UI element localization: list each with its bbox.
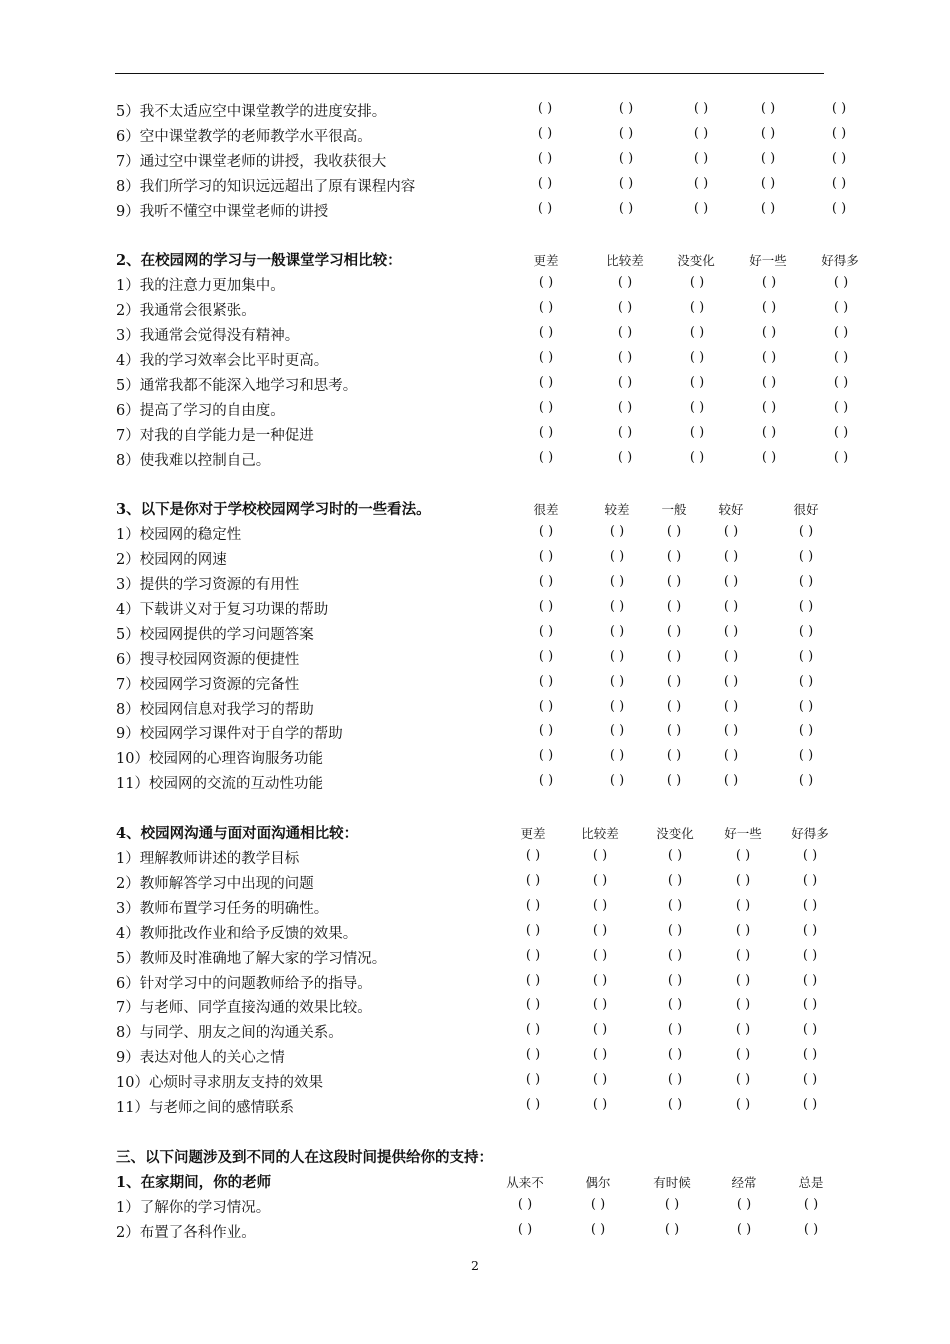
answer-blank-text: ( ) xyxy=(802,1096,818,1112)
s3-item-row xyxy=(0,621,950,646)
answer-blank-text: ( ) xyxy=(689,374,705,390)
answer-blank-text: ( ) xyxy=(666,773,682,789)
answer-blank-text: ( ) xyxy=(538,723,554,739)
answer-blank-text: ( ) xyxy=(831,125,847,141)
answer-blank-text: ( ) xyxy=(537,101,553,116)
s3-item-row xyxy=(0,720,950,745)
item-label: 6）空中课堂教学的老师教学水平很高。 xyxy=(116,128,372,145)
answer-blank-text: ( ) xyxy=(761,374,777,390)
answer-blank-text: ( ) xyxy=(538,424,554,440)
answer-blank-text: ( ) xyxy=(802,1022,818,1038)
scale-label-text: 好一些 xyxy=(724,826,762,842)
answer-blank-text: ( ) xyxy=(693,150,709,166)
item-label: 8）校园网信息对我学习的帮助 xyxy=(116,701,314,718)
answer-blank-text: ( ) xyxy=(666,648,682,664)
answer-blank-text: ( ) xyxy=(517,1196,533,1212)
answer-blank-text: ( ) xyxy=(664,1196,680,1212)
answer-blank-text: ( ) xyxy=(735,922,751,938)
answer-blank-text: ( ) xyxy=(592,1047,608,1063)
answer-blank-text: ( ) xyxy=(592,1096,608,1112)
answer-blank-text: ( ) xyxy=(666,549,682,565)
s2-item-row xyxy=(0,422,950,447)
answer-blank-text: ( ) xyxy=(537,200,553,216)
answer-blank-text: ( ) xyxy=(618,175,634,191)
answer-blank-text: ( ) xyxy=(689,399,705,415)
answer-blank-text: ( ) xyxy=(831,150,847,166)
s3-item-row xyxy=(0,745,950,770)
item-label: 2）校园网的网速 xyxy=(116,552,227,569)
answer-blank-text: ( ) xyxy=(833,449,849,465)
scale-label-text: 好一些 xyxy=(749,253,787,269)
s4-item-row xyxy=(0,1069,950,1094)
answer-blank-text: ( ) xyxy=(736,1221,752,1237)
answer-blank-text: ( ) xyxy=(802,997,818,1013)
s4-item-row xyxy=(0,920,950,945)
answer-blank-text: ( ) xyxy=(723,698,739,714)
answer-blank-text: ( ) xyxy=(617,449,633,465)
answer-blank-text: ( ) xyxy=(525,1072,541,1088)
answer-blank-text: ( ) xyxy=(693,125,709,141)
answer-blank-text: ( ) xyxy=(666,698,682,714)
answer-blank-text: ( ) xyxy=(617,325,633,341)
answer-blank-text: ( ) xyxy=(667,1022,683,1038)
answer-blank-text: ( ) xyxy=(538,300,554,316)
section-gap xyxy=(0,222,950,247)
answer-blank-text: ( ) xyxy=(833,300,849,316)
answer-blank-text: ( ) xyxy=(803,1196,819,1212)
answer-blank-text: ( ) xyxy=(798,698,814,714)
answer-blank-text: ( ) xyxy=(609,773,625,789)
answer-blank-text: ( ) xyxy=(538,449,554,465)
answer-blank-text: ( ) xyxy=(760,175,776,191)
s1cont-item-row xyxy=(0,98,950,123)
answer-blank-text: ( ) xyxy=(617,300,633,316)
answer-blank-text: ( ) xyxy=(761,325,777,341)
answer-blank-text: ( ) xyxy=(667,1096,683,1112)
item-label: 4）下载讲义对于复习功课的帮助 xyxy=(116,602,329,619)
answer-blank-text: ( ) xyxy=(689,350,705,366)
section-heading: 2、在校园网的学习与一般课堂学习相比较： xyxy=(116,252,402,270)
scale-label-text: 较好 xyxy=(718,502,744,518)
answer-blank-text: ( ) xyxy=(802,1047,818,1063)
answer-blank-text: ( ) xyxy=(667,947,683,963)
item-label: 5）教师及时准确地了解大家的学习情况。 xyxy=(116,950,387,967)
section-header-row xyxy=(0,1169,950,1194)
answer-blank-text: ( ) xyxy=(666,623,682,639)
answer-blank-text: ( ) xyxy=(592,947,608,963)
item-label: 1）了解你的学习情况。 xyxy=(116,1199,271,1216)
answer-blank-text: ( ) xyxy=(609,574,625,590)
section-gap xyxy=(0,795,950,820)
s1cont-item-row xyxy=(0,123,950,148)
answer-blank-text: ( ) xyxy=(689,300,705,316)
answer-blank-text: ( ) xyxy=(802,947,818,963)
answer-blank-text: ( ) xyxy=(590,1221,606,1237)
item-label: 6）针对学习中的问题教师给予的指导。 xyxy=(116,975,372,992)
s4-item-row xyxy=(0,1019,950,1044)
answer-blank-text: ( ) xyxy=(538,673,554,689)
answer-blank-text: ( ) xyxy=(802,922,818,938)
s3-item-row xyxy=(0,546,950,571)
answer-blank-text: ( ) xyxy=(525,947,541,963)
item-label: 11）校园网的交流的互动性功能 xyxy=(116,776,323,793)
scale-label-text: 更差 xyxy=(520,826,546,842)
part3-item-row xyxy=(0,1194,950,1219)
scale-label-text: 更差 xyxy=(533,253,559,269)
answer-blank-text: ( ) xyxy=(538,698,554,714)
answer-blank-text: ( ) xyxy=(590,1196,606,1212)
answer-blank-text: ( ) xyxy=(617,350,633,366)
answer-blank-text: ( ) xyxy=(617,374,633,390)
answer-blank-text: ( ) xyxy=(525,997,541,1013)
item-label: 5）通常我都不能深入地学习和思考。 xyxy=(116,377,358,394)
answer-blank-text: ( ) xyxy=(538,648,554,664)
answer-blank-text: ( ) xyxy=(609,524,625,540)
answer-blank-text: ( ) xyxy=(538,524,554,540)
answer-blank-text: ( ) xyxy=(803,1221,819,1237)
s2-item-row xyxy=(0,447,950,472)
answer-blank-text: ( ) xyxy=(735,848,751,864)
item-label: 5）校园网提供的学习问题答案 xyxy=(116,626,314,643)
answer-blank-text: ( ) xyxy=(735,897,751,913)
s4-item-row xyxy=(0,895,950,920)
answer-blank-text: ( ) xyxy=(735,1022,751,1038)
section-heading: 3、以下是你对于学校校园网学习时的一些看法。 xyxy=(116,501,431,519)
answer-blank-text: ( ) xyxy=(609,698,625,714)
answer-blank-text: ( ) xyxy=(664,1221,680,1237)
answer-blank-text: ( ) xyxy=(831,200,847,216)
s3-item-row xyxy=(0,521,950,546)
answer-blank-text: ( ) xyxy=(609,623,625,639)
answer-blank-text: ( ) xyxy=(833,350,849,366)
answer-blank-text: ( ) xyxy=(609,648,625,664)
s4-item-row xyxy=(0,1094,950,1119)
s2-item-row xyxy=(0,397,950,422)
answer-blank-text: ( ) xyxy=(831,101,847,116)
answer-blank-text: ( ) xyxy=(667,1072,683,1088)
answer-blank-text: ( ) xyxy=(538,574,554,590)
answer-blank-text: ( ) xyxy=(798,673,814,689)
scale-label-text: 很好 xyxy=(793,502,819,518)
answer-blank-text: ( ) xyxy=(693,175,709,191)
answer-blank-text: ( ) xyxy=(689,325,705,341)
answer-blank-text: ( ) xyxy=(693,101,709,116)
s2-item-row xyxy=(0,347,950,372)
page-number: 2 xyxy=(471,1258,479,1273)
answer-blank-text: ( ) xyxy=(723,648,739,664)
answer-blank-text: ( ) xyxy=(538,623,554,639)
answer-blank-text: ( ) xyxy=(592,848,608,864)
item-label: 8）与同学、朋友之间的沟通关系。 xyxy=(116,1025,343,1042)
s4-item-row xyxy=(0,970,950,995)
item-label: 7）校园网学习资源的完备性 xyxy=(116,676,300,693)
s3-item-row xyxy=(0,671,950,696)
answer-blank-text: ( ) xyxy=(666,524,682,540)
item-label: 4）我的学习效率会比平时更高。 xyxy=(116,353,329,370)
answer-blank-text: ( ) xyxy=(667,848,683,864)
answer-blank-text: ( ) xyxy=(538,275,554,291)
answer-blank-text: ( ) xyxy=(735,947,751,963)
item-label: 7）通过空中课堂老师的讲授，我收获很大 xyxy=(116,153,387,170)
scale-label-text: 经常 xyxy=(731,1174,757,1190)
item-label: 3）教师布置学习任务的明确性。 xyxy=(116,900,329,917)
answer-blank-text: ( ) xyxy=(666,673,682,689)
scale-label-text: 从来不 xyxy=(506,1174,544,1190)
section-heading: 1、在家期间，你的老师 xyxy=(116,1173,272,1191)
answer-blank-text: ( ) xyxy=(667,872,683,888)
answer-blank-text: ( ) xyxy=(798,524,814,540)
answer-blank-text: ( ) xyxy=(667,922,683,938)
item-label: 8）我们所学习的知识远远超出了原有课程内容 xyxy=(116,178,416,195)
answer-blank-text: ( ) xyxy=(592,1072,608,1088)
section-header-row xyxy=(0,247,950,272)
answer-blank-text: ( ) xyxy=(538,549,554,565)
answer-blank-text: ( ) xyxy=(666,599,682,615)
answer-blank-text: ( ) xyxy=(592,972,608,988)
scale-label-text: 有时候 xyxy=(653,1174,691,1190)
answer-blank-text: ( ) xyxy=(761,350,777,366)
answer-blank-text: ( ) xyxy=(667,972,683,988)
item-label: 2）我通常会很紧张。 xyxy=(116,303,256,320)
s4-item-row xyxy=(0,1044,950,1069)
answer-blank-text: ( ) xyxy=(802,872,818,888)
answer-blank-text: ( ) xyxy=(735,1096,751,1112)
item-label: 9）校园网学习课件对于自学的帮助 xyxy=(116,726,343,743)
scale-label-text: 很差 xyxy=(533,502,559,518)
item-label: 8）使我难以控制自己。 xyxy=(116,452,271,469)
answer-blank-text: ( ) xyxy=(735,997,751,1013)
answer-blank-text: ( ) xyxy=(538,599,554,615)
item-label: 1）我的注意力更加集中。 xyxy=(116,278,285,295)
answer-blank-text: ( ) xyxy=(525,1047,541,1063)
answer-blank-text: ( ) xyxy=(618,125,634,141)
answer-blank-text: ( ) xyxy=(689,424,705,440)
scale-label-text: 没变化 xyxy=(677,253,715,269)
item-label: 6）搜寻校园网资源的便捷性 xyxy=(116,651,300,668)
s1cont-item-row xyxy=(0,148,950,173)
answer-blank-text: ( ) xyxy=(723,623,739,639)
item-label: 2）教师解答学习中出现的问题 xyxy=(116,875,314,892)
answer-blank-text: ( ) xyxy=(689,449,705,465)
answer-blank-text: ( ) xyxy=(760,150,776,166)
item-label: 1）理解教师讲述的教学目标 xyxy=(116,851,300,868)
answer-blank-text: ( ) xyxy=(831,175,847,191)
item-label: 7）与老师、同学直接沟通的效果比较。 xyxy=(116,1000,372,1017)
scale-label-text: 偶尔 xyxy=(585,1174,611,1190)
section-heading: 4、校园网沟通与面对面沟通相比较： xyxy=(116,825,359,843)
answer-blank-text: ( ) xyxy=(618,150,634,166)
answer-blank-text: ( ) xyxy=(525,897,541,913)
answer-blank-text: ( ) xyxy=(761,449,777,465)
answer-blank-text: ( ) xyxy=(525,922,541,938)
answer-blank-text: ( ) xyxy=(798,773,814,789)
s2-item-row xyxy=(0,297,950,322)
section-gap xyxy=(0,1119,950,1144)
item-label: 9）我听不懂空中课堂老师的讲授 xyxy=(116,203,329,220)
answer-blank-text: ( ) xyxy=(537,150,553,166)
answer-blank-text: ( ) xyxy=(609,673,625,689)
answer-blank-text: ( ) xyxy=(723,549,739,565)
item-label: 3）我通常会觉得没有精神。 xyxy=(116,328,300,345)
answer-blank-text: ( ) xyxy=(833,399,849,415)
s3-item-row xyxy=(0,770,950,795)
s3-item-row xyxy=(0,571,950,596)
answer-blank-text: ( ) xyxy=(667,897,683,913)
answer-blank-text: ( ) xyxy=(592,872,608,888)
answer-blank-text: ( ) xyxy=(760,200,776,216)
s2-item-row xyxy=(0,322,950,347)
answer-blank-text: ( ) xyxy=(798,574,814,590)
answer-blank-text: ( ) xyxy=(537,175,553,191)
s3-item-row xyxy=(0,696,950,721)
answer-blank-text: ( ) xyxy=(735,1047,751,1063)
item-label: 10）心烦时寻求朋友支持的效果 xyxy=(116,1075,323,1092)
item-label: 5）我不太适应空中课堂教学的进度安排。 xyxy=(116,104,387,120)
answer-blank-text: ( ) xyxy=(538,325,554,341)
answer-blank-text: ( ) xyxy=(802,897,818,913)
answer-blank-text: ( ) xyxy=(798,599,814,615)
answer-blank-text: ( ) xyxy=(609,549,625,565)
section-header-row xyxy=(0,496,950,521)
answer-blank-text: ( ) xyxy=(525,972,541,988)
answer-blank-text: ( ) xyxy=(723,773,739,789)
answer-blank-text: ( ) xyxy=(538,773,554,789)
answer-blank-text: ( ) xyxy=(693,200,709,216)
answer-blank-text: ( ) xyxy=(592,997,608,1013)
scale-label-text: 总是 xyxy=(798,1174,824,1190)
answer-blank-text: ( ) xyxy=(833,424,849,440)
item-label: 1）校园网的稳定性 xyxy=(116,527,242,544)
answer-blank-text: ( ) xyxy=(617,275,633,291)
answer-blank-text: ( ) xyxy=(833,374,849,390)
answer-blank-text: ( ) xyxy=(802,1072,818,1088)
answer-blank-text: ( ) xyxy=(723,524,739,540)
scale-label-text: 好得多 xyxy=(821,253,859,269)
answer-blank-text: ( ) xyxy=(735,972,751,988)
scale-label-text: 较差 xyxy=(604,502,630,518)
answer-blank-text: ( ) xyxy=(618,200,634,216)
answer-blank-text: ( ) xyxy=(760,101,776,116)
answer-blank-text: ( ) xyxy=(592,1022,608,1038)
item-label: 6）提高了学习的自由度。 xyxy=(116,402,285,419)
s2-item-row xyxy=(0,272,950,297)
section-header-row xyxy=(0,820,950,845)
item-label: 11）与老师之间的感情联系 xyxy=(116,1099,294,1116)
answer-blank-text: ( ) xyxy=(833,275,849,291)
answer-blank-text: ( ) xyxy=(723,599,739,615)
answer-blank-text: ( ) xyxy=(517,1221,533,1237)
answer-blank-text: ( ) xyxy=(798,648,814,664)
scale-label-text: 没变化 xyxy=(656,826,694,842)
answer-blank-text: ( ) xyxy=(736,1196,752,1212)
answer-blank-text: ( ) xyxy=(525,1096,541,1112)
answer-blank-text: ( ) xyxy=(666,574,682,590)
s4-item-row xyxy=(0,945,950,970)
s4-item-row xyxy=(0,845,950,870)
answer-blank-text: ( ) xyxy=(525,1022,541,1038)
s1cont-item-row xyxy=(0,173,950,198)
item-label: 3）提供的学习资源的有用性 xyxy=(116,577,300,594)
answer-blank-text: ( ) xyxy=(617,424,633,440)
answer-blank-text: ( ) xyxy=(666,748,682,764)
answer-blank-text: ( ) xyxy=(761,424,777,440)
answer-blank-text: ( ) xyxy=(689,275,705,291)
answer-blank-text: ( ) xyxy=(802,972,818,988)
answer-blank-text: ( ) xyxy=(592,922,608,938)
answer-blank-text: ( ) xyxy=(618,101,634,116)
answer-blank-text: ( ) xyxy=(538,748,554,764)
answer-blank-text: ( ) xyxy=(538,350,554,366)
s4-item-row xyxy=(0,870,950,895)
s1cont-item-row xyxy=(0,198,950,223)
answer-blank-text: ( ) xyxy=(667,1047,683,1063)
item-label: 10）校园网的心理咨询服务功能 xyxy=(116,751,323,768)
section-gap xyxy=(0,471,950,496)
answer-blank-text: ( ) xyxy=(609,599,625,615)
answer-blank-text: ( ) xyxy=(798,748,814,764)
part3-item-row xyxy=(0,1219,950,1244)
answer-blank-text: ( ) xyxy=(761,275,777,291)
answer-blank-text: ( ) xyxy=(798,549,814,565)
answer-blank-text: ( ) xyxy=(666,723,682,739)
answer-blank-text: ( ) xyxy=(609,723,625,739)
answer-blank-text: ( ) xyxy=(592,897,608,913)
item-label: 4）教师批改作业和给予反馈的效果。 xyxy=(116,925,358,942)
answer-blank-text: ( ) xyxy=(735,1072,751,1088)
item-label: 7）对我的自学能力是一种促进 xyxy=(116,427,314,444)
answer-blank-text: ( ) xyxy=(760,125,776,141)
header-rule xyxy=(115,73,824,74)
answer-blank-text: ( ) xyxy=(537,125,553,141)
scale-label-text: 好得多 xyxy=(791,826,829,842)
s3-item-row xyxy=(0,646,950,671)
s3-item-row xyxy=(0,596,950,621)
answer-blank-text: ( ) xyxy=(538,374,554,390)
answer-blank-text: ( ) xyxy=(617,399,633,415)
answer-blank-text: ( ) xyxy=(723,723,739,739)
part-title: 三、以下问题涉及到不同的人在这段时间提供给你的支持： xyxy=(116,1148,493,1166)
answer-blank-text: ( ) xyxy=(538,399,554,415)
s4-item-row xyxy=(0,994,950,1019)
answer-blank-text: ( ) xyxy=(723,673,739,689)
scale-label-text: 比较差 xyxy=(581,826,619,842)
part3-title-row xyxy=(0,1144,950,1169)
item-label: 2）布置了各科作业。 xyxy=(116,1224,256,1241)
answer-blank-text: ( ) xyxy=(667,997,683,1013)
answer-blank-text: ( ) xyxy=(833,325,849,341)
scale-label-text: 比较差 xyxy=(606,253,644,269)
answer-blank-text: ( ) xyxy=(761,300,777,316)
answer-blank-text: ( ) xyxy=(723,574,739,590)
answer-blank-text: ( ) xyxy=(609,748,625,764)
answer-blank-text: ( ) xyxy=(802,848,818,864)
item-label: 9）表达对他人的关心之情 xyxy=(116,1050,285,1067)
s2-item-row xyxy=(0,372,950,397)
questionnaire-body xyxy=(0,98,950,1243)
answer-blank-text: ( ) xyxy=(735,872,751,888)
answer-blank-text: ( ) xyxy=(525,848,541,864)
answer-blank-text: ( ) xyxy=(723,748,739,764)
answer-blank-text: ( ) xyxy=(525,872,541,888)
answer-blank-text: ( ) xyxy=(798,723,814,739)
answer-blank-text: ( ) xyxy=(798,623,814,639)
answer-blank-text: ( ) xyxy=(761,399,777,415)
scale-label-text: 一般 xyxy=(661,502,687,518)
